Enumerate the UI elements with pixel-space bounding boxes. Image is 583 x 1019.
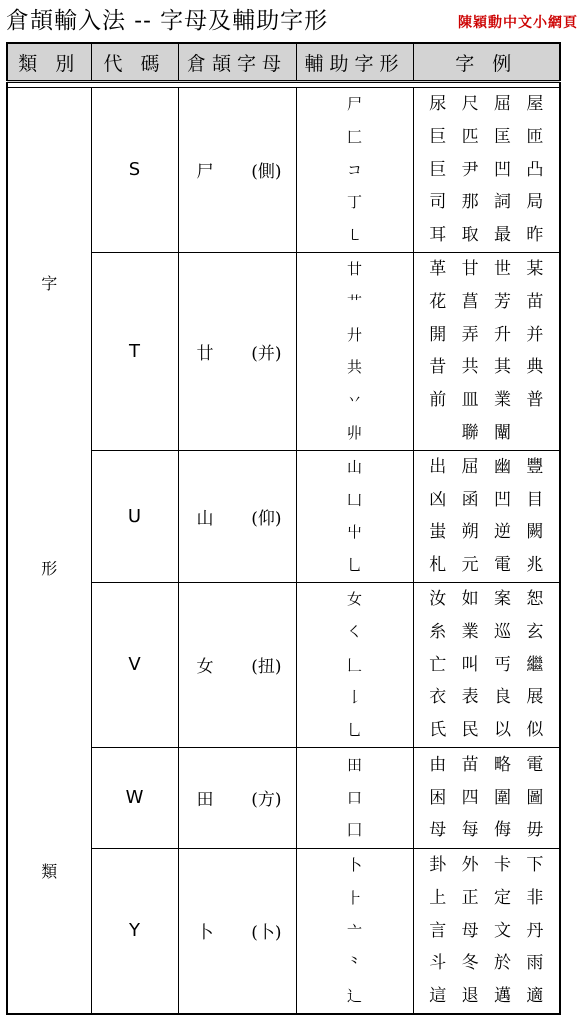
- example-char: 每: [461, 820, 479, 841]
- example-char: 蚩: [429, 522, 447, 543]
- example-char: 退: [461, 986, 479, 1007]
- example-char: 汝: [429, 588, 447, 609]
- example-char: 其: [493, 357, 511, 378]
- aux-shape: 屮: [346, 523, 362, 542]
- example-char: 昨: [526, 225, 544, 246]
- example-char: 弄: [461, 324, 479, 345]
- aux-shapes-cell: [296, 252, 413, 450]
- cangjie-chart-table: [6, 42, 561, 1015]
- example-char: 母: [461, 920, 479, 941]
- example-char: 司: [429, 192, 447, 213]
- letter-mnemonic: (扭): [251, 657, 282, 678]
- example-char: 出: [429, 456, 447, 477]
- examples-cell: [413, 88, 560, 253]
- example-char: 花: [429, 291, 447, 312]
- example-char: 巨: [429, 159, 447, 180]
- example-char: 苗: [461, 754, 479, 775]
- example-char: 闡: [493, 422, 511, 443]
- column-header-aux: 輔助字形: [296, 43, 413, 82]
- example-char: 圍: [493, 787, 511, 808]
- category-char: 字: [41, 273, 58, 293]
- example-char: 這: [429, 986, 447, 1007]
- example-char: 局: [526, 192, 544, 213]
- aux-shape: コ: [346, 160, 362, 179]
- cangjie-letter: 山: [196, 508, 214, 529]
- example-char: [422, 417, 454, 450]
- example-char: 電: [493, 555, 511, 576]
- table-body: [7, 82, 560, 1014]
- example-char: 匹: [461, 126, 479, 147]
- example-char: 業: [461, 621, 479, 642]
- letter-cell: [178, 450, 296, 582]
- examples-cell: [413, 848, 560, 1013]
- example-char: 巨: [429, 126, 447, 147]
- code-cell: Y: [91, 848, 178, 1013]
- category-char: 類: [41, 862, 58, 882]
- code-cell: W: [91, 747, 178, 848]
- aux-shape: 丷: [346, 391, 362, 410]
- example-char: 邁: [493, 986, 511, 1007]
- example-char: 糸: [429, 621, 447, 642]
- cangjie-letter: 卜: [196, 923, 214, 944]
- example-char: 適: [526, 986, 544, 1007]
- example-char: 凹: [493, 159, 511, 180]
- example-char: 并: [526, 324, 544, 345]
- aux-shape: 尸: [346, 95, 362, 113]
- example-char: 某: [526, 258, 544, 279]
- example-char: 屋: [526, 94, 544, 114]
- column-header-category: 類 別: [7, 43, 91, 82]
- aux-shape: 廿: [346, 259, 362, 278]
- example-char: 屈: [493, 94, 511, 114]
- example-char: 於: [493, 953, 511, 974]
- example-char: 豐: [526, 456, 544, 477]
- example-char: 共: [461, 357, 479, 378]
- aux-shape: 女: [346, 589, 362, 608]
- example-char: 開: [429, 324, 447, 345]
- example-char: 由: [429, 754, 447, 775]
- letter-mnemonic: (方): [251, 790, 282, 811]
- aux-shapes-cell: [296, 88, 413, 253]
- code-cell: U: [91, 450, 178, 582]
- example-char: 侮: [493, 820, 511, 841]
- example-char: 叫: [461, 654, 479, 675]
- letter-mnemonic: (卜): [251, 923, 282, 944]
- aux-shape: 田: [346, 755, 362, 774]
- cangjie-letter: 田: [196, 790, 214, 811]
- example-char: 恕: [526, 588, 544, 609]
- examples-cell: [413, 450, 560, 582]
- aux-shape: 亠: [346, 921, 362, 940]
- example-char: 四: [461, 787, 479, 808]
- examples-cell: [413, 252, 560, 450]
- example-char: 案: [493, 588, 511, 609]
- example-char: 氏: [429, 720, 447, 741]
- aux-shape: 共: [346, 358, 362, 377]
- example-char: 尹: [461, 159, 479, 180]
- aux-shapes-cell: [296, 747, 413, 848]
- example-char: 以: [493, 720, 511, 741]
- example-char: 凶: [429, 489, 447, 510]
- example-char: 似: [526, 720, 544, 741]
- example-char: 屈: [461, 456, 479, 477]
- example-char: 下: [526, 854, 544, 875]
- example-char: 朔: [461, 522, 479, 543]
- example-char: 上: [429, 887, 447, 908]
- example-char: 如: [461, 588, 479, 609]
- example-char: 表: [461, 687, 479, 708]
- table-header-row: [7, 43, 560, 82]
- aux-shape: 匚: [346, 127, 362, 146]
- letter-mnemonic: (側): [251, 162, 282, 183]
- example-char: 亡: [429, 654, 447, 675]
- aux-shape: 廾: [346, 325, 362, 344]
- example-char: 圖: [526, 787, 544, 808]
- aux-shapes-cell: [296, 582, 413, 747]
- aux-shape: ㇄: [346, 226, 362, 245]
- category-char: 形: [41, 558, 58, 578]
- example-char: 芳: [493, 291, 511, 312]
- example-char: 革: [429, 258, 447, 279]
- example-char: 展: [526, 687, 544, 708]
- example-char: 凸: [526, 159, 544, 180]
- example-char: 玄: [526, 621, 544, 642]
- column-header-code: 代 碼: [91, 43, 178, 82]
- example-char: 民: [461, 720, 479, 741]
- example-char: 闕: [526, 522, 544, 543]
- example-char: 皿: [461, 390, 479, 411]
- example-char: 業: [493, 390, 511, 411]
- aux-shape: 乚: [346, 721, 362, 740]
- example-char: 聯: [461, 422, 479, 443]
- letter-cell: [178, 252, 296, 450]
- code-cell: S: [91, 88, 178, 253]
- example-char: [519, 417, 551, 450]
- example-char: 文: [493, 920, 511, 941]
- example-char: 丹: [526, 920, 544, 941]
- example-char: 函: [461, 489, 479, 510]
- letter-mnemonic: (并): [251, 343, 282, 364]
- example-char: 卦: [429, 854, 447, 875]
- example-char: 困: [429, 787, 447, 808]
- aux-shape: 山: [346, 457, 362, 476]
- example-char: 卡: [493, 854, 511, 875]
- example-char: 雨: [526, 953, 544, 974]
- aux-shape: 口: [346, 788, 362, 807]
- example-char: 非: [526, 887, 544, 908]
- page-header: [6, 4, 580, 38]
- aux-shape: 乚: [346, 556, 362, 575]
- code-cell: V: [91, 582, 178, 747]
- example-char: 世: [493, 258, 511, 279]
- example-char: 丐: [493, 654, 511, 675]
- aux-shapes-cell: [296, 848, 413, 1013]
- aux-shape: ㇛: [346, 622, 362, 641]
- example-char: 典: [526, 357, 544, 378]
- cangjie-letter: 廿: [196, 343, 214, 364]
- aux-shape: 辶: [346, 987, 362, 1006]
- example-char: 升: [493, 324, 511, 345]
- example-char: 最: [493, 225, 511, 246]
- aux-shape: 𠄌: [346, 688, 362, 707]
- example-char: 言: [429, 920, 447, 941]
- page-title: 倉頡輸入法 -- 字母及輔助字形: [6, 8, 329, 34]
- example-char: 外: [461, 854, 479, 875]
- aux-shape: 𠃊: [346, 655, 362, 674]
- aux-shape: ⺀: [346, 954, 362, 973]
- example-char: 幽: [493, 456, 511, 477]
- site-name-link[interactable]: 陳穎動中文小網頁: [458, 15, 578, 31]
- example-char: 兆: [526, 555, 544, 576]
- example-char: 目: [526, 489, 544, 510]
- example-char: 電: [526, 754, 544, 775]
- example-char: 菖: [461, 291, 479, 312]
- cangjie-letter: 尸: [196, 162, 214, 183]
- example-char: 凹: [493, 489, 511, 510]
- example-char: 前: [429, 390, 447, 411]
- example-char: 母: [429, 820, 447, 841]
- aux-shape: 艹: [346, 292, 362, 311]
- example-char: 取: [461, 225, 479, 246]
- example-char: 良: [493, 687, 511, 708]
- example-char: 尿: [429, 94, 447, 114]
- example-char: 普: [526, 390, 544, 411]
- aux-shape: 丱: [346, 423, 362, 442]
- example-char: 巡: [493, 621, 511, 642]
- example-char: 甘: [461, 258, 479, 279]
- example-char: 正: [461, 887, 479, 908]
- example-char: 札: [429, 555, 447, 576]
- cangjie-letter: 女: [196, 657, 214, 678]
- aux-shape: 囗: [346, 821, 362, 840]
- example-char: 繼: [526, 654, 544, 675]
- example-char: 苗: [526, 291, 544, 312]
- aux-shape: 凵: [346, 490, 362, 509]
- aux-shapes-cell: [296, 450, 413, 582]
- example-char: 斗: [429, 953, 447, 974]
- example-char: 衣: [429, 687, 447, 708]
- aux-shape: ⺊: [346, 888, 362, 907]
- example-char: 耳: [429, 225, 447, 246]
- aux-shape: 卜: [346, 855, 362, 874]
- examples-cell: [413, 582, 560, 747]
- example-char: 尺: [461, 94, 479, 114]
- example-char: 略: [493, 754, 511, 775]
- column-header-letter: 倉頡字母: [178, 43, 296, 82]
- aux-shape: 丁: [346, 193, 362, 212]
- example-char: 逆: [493, 522, 511, 543]
- table-row: [7, 88, 560, 253]
- column-header-examples: 字 例: [413, 43, 560, 82]
- example-char: 匝: [526, 126, 544, 147]
- example-char: 定: [493, 887, 511, 908]
- letter-cell: [178, 848, 296, 1013]
- example-char: 那: [461, 192, 479, 213]
- example-char: 匡: [493, 126, 511, 147]
- category-cell: [7, 88, 91, 1014]
- letter-cell: [178, 582, 296, 747]
- example-char: 昔: [429, 357, 447, 378]
- examples-cell: [413, 747, 560, 848]
- example-char: 元: [461, 555, 479, 576]
- letter-mnemonic: (仰): [251, 508, 282, 529]
- letter-cell: [178, 747, 296, 848]
- example-char: 詞: [493, 192, 511, 213]
- code-cell: T: [91, 252, 178, 450]
- letter-cell: [178, 88, 296, 253]
- example-char: 冬: [461, 953, 479, 974]
- example-char: 毋: [526, 820, 544, 841]
